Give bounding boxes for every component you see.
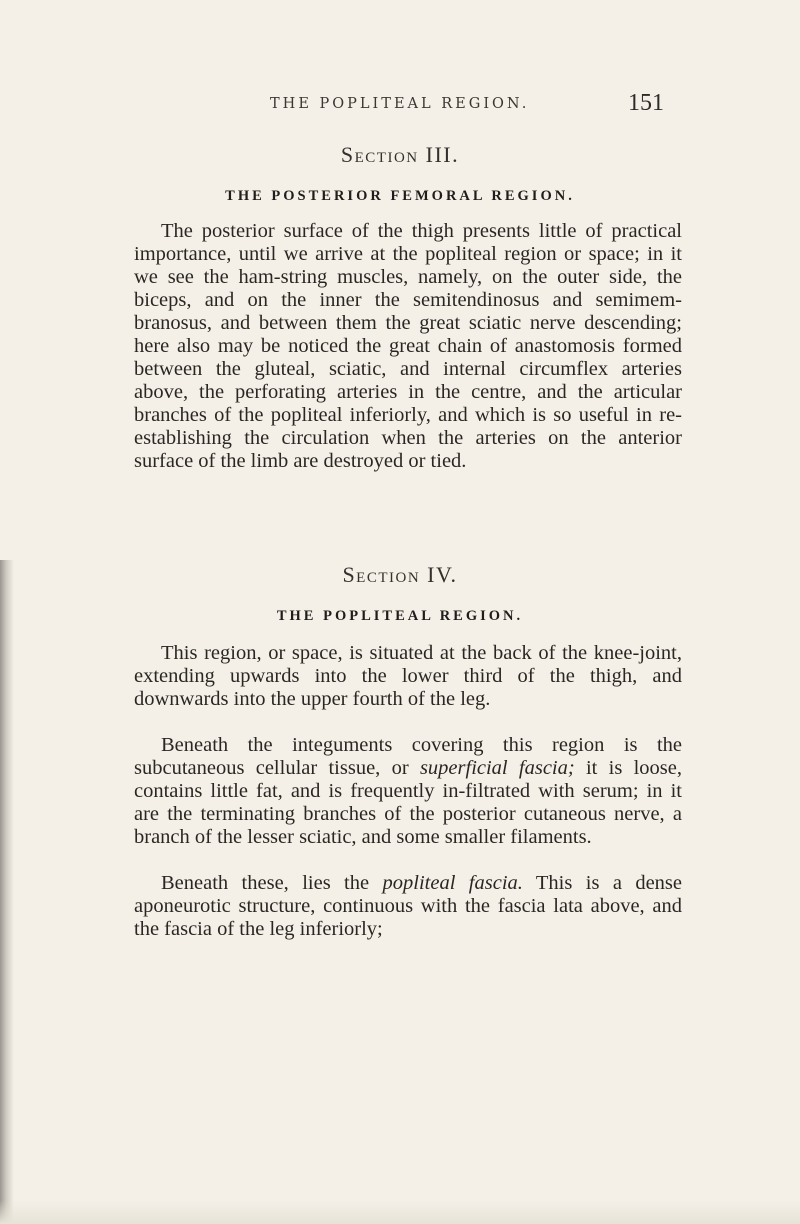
paragraph-3-text-before: Beneath these, lies the — [161, 872, 383, 894]
paragraph-3-text-after: This is a dense aponeurotic structure, continuous with the fascia lata above, and the fascia of the leg inferiorly; — [134, 872, 682, 940]
section-4-paragraph-2 — [134, 734, 682, 849]
superficial-fascia-term: superficial fascia; — [419, 757, 575, 779]
section-4-heading: Section IV. — [342, 562, 458, 587]
section-3-paragraph: The posterior surface of the thigh presents little of practical importance, until we arrive at the popliteal region or space; in it we see the ham-string muscles, namely, on the outer side, the biceps, and on the inner the semitendinosus and semimem-branosus, and between them the great sciatic nerve descending; here also may be noticed the great chain of anastomosis formed between the gluteal, sciatic, and internal circumflex arteries above, the perforating arteries in the centre, and the articular branches of the popliteal inferiorly, and which is so useful in re-establishing the circulation when the arteries on the anterior surface of the limb are destroyed or tied. — [134, 220, 682, 472]
paragraph-2-text-before: Beneath the integuments covering this region is the subcutaneous cellular tissue, or — [134, 734, 682, 779]
page-bottom-edge — [0, 1200, 800, 1224]
page-number: 151 — [628, 90, 664, 116]
popliteal-fascia-term: popliteal fascia. — [382, 872, 523, 894]
section-3-title: THE POSTERIOR FEMORAL REGION. — [225, 188, 575, 204]
section-3-heading: Section III. — [340, 142, 460, 167]
section-4-paragraph-3 — [134, 872, 682, 941]
running-title: THE POPLITEAL REGION. — [270, 96, 530, 112]
section-4-paragraph-1: This region, or space, is situated at the back of the knee-joint, extending upwards into the lower third of the thigh, and downwards into the upper fourth of the leg. — [134, 642, 682, 710]
running-head — [0, 92, 800, 122]
section-4-title: THE POPLITEAL REGION. — [276, 608, 524, 624]
paragraph-2-text-after: it is loose, contains little fat, and is frequently in-filtrated with serum; in it are the terminating branches of the posterior cutaneous nerve, a branch of the lesser sciatic, and some smaller filaments. — [134, 757, 683, 848]
binding-shadow — [0, 560, 14, 1224]
